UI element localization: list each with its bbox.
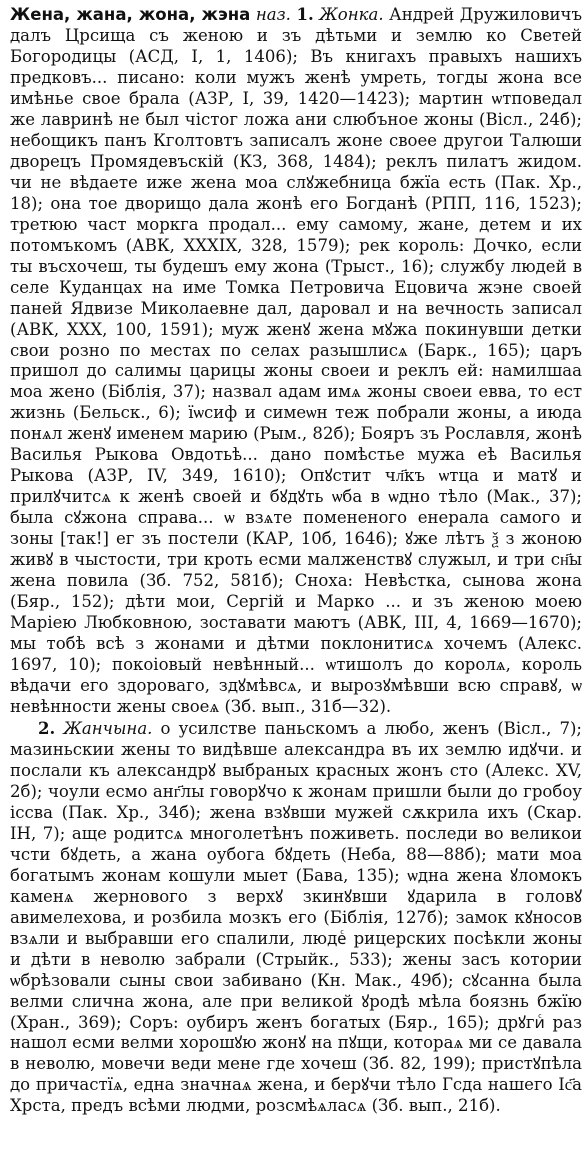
sense-number-1: 1. (296, 4, 314, 24)
sense-definition-1: Жонка. (319, 5, 384, 24)
sense-citations-2: о усилстве паньскомъ а любо, женъ (Вісл., 7); мазиньскии жены то видѣвше александра въ их землю идꙋчи. и послали къ александрꙋ выбраных красных жонъ сто (Алекс. XV, 2б); чоули есмо анг҃лы говорꙋчо к жонам пришли были до гробоу іссва (Пак. Хр., 34б); жена взꙋвши мужей сѫкрила ихъ (Скар. IН, 7); аще родитсѧ многолетѣнъ поживеть. последи во великои чсти бꙋдеть, а жана оубога бꙋдеть (Неба, 88—88б); мати моа богатымъ жонам кошули мыет (Бава, 135); ѡдна жена ꙋломокъ каменѧ жернового з верхꙋ зкинꙋвши ꙋдарила в головꙋ авимелехова, и розбила мозкъ его (Біблія, 127б); замок кꙋносов взѧли и выбравши его спалили, людеⷭ рицерских посѣкли жоны и дѣти в неволю забрали (Стрыйк., 533); жены засъ котории ѡбрѣзовали сыны свои забивано (Кн. Мак., 49б); сꙋсанна была велми слична жона, але при великой ꙋродѣ мѣла боязнь бжїю (Хран., 369); Соръ: оубиръ женъ богатых (Бяр., 165); дрꙋгиⷭ раз нашол есми велми хорошꙋю жонꙋ на пꙋщи, котораѧ ми се давала в неволю, мовечи веди мене где хочеш (Зб. 82, 199); пристꙋпѣла до причастїѧ, една значнаѧ жена, и берꙋчи тѣло Гсда нашего Іс҃а Хрста, предъ всѣми людми, розсмѣѧласѧ (Зб. вып., 21б). (10, 718, 582, 1116)
entry-sense-1 (10, 4, 582, 718)
sense-definition-2: Жанчына. (63, 718, 153, 738)
sense-number-2: 2. (38, 717, 56, 738)
sense-citations-1: Андрей Дружиловичъ далъ Црсища съ женою и зъ дѣтьми и землю ко Светей Богородицы (АСД, I, 1, 1406); Въ книгахъ правыхъ нашихъ предковъ... писано: коли мужъ женѣ умреть, тогды жона все имѣнье свое брала (АЗР, I, 39, 1420—1423); мартин ѡтповедал же лавринѣ не был чістог ложа ани слюбъное жоны (Вісл., 24б); небощикъ панъ Кголтовтъ записалъ жоне своее другои Талюши дворецъ Промядевъскій (КЗ, 368, 1484); реклъ пилатъ жидом. чи не вѣдаете иже жена моа слꙋжебница бжїа есть (Пак. Хр., 18); она тое дворищо дала жонѣ его Богданѣ (РПП, 116, 1523); третюю част моркга продал... ему самому, жане, детем и их потомъкомъ (АВК, XXXIX, 328, 1579); рек король: Дочко, если ты въсхочеш, ты будешъ ему жона (Трыст., 16); службу людей в селе Куданцах на име Томка Петровича Ецовича жэне своей паней Ядвизе Миколаевне дал, даровал и на вечность записал (АВК, XXX, 100, 1591); муж женꙋ жена мꙋжа покинувши детки свои розно по местах по селах разышлисѧ (Барк., 165); царъ пришол до салимы царицы жоны своеи и реклъ ей: намилшаа моа жено (Біблія, 37); назвал адам имѧ жоны своеи евва, то ест жизнь (Бельск., 6); їѡсиф и симеѡн теж побрали жоны, а июда понѧл женꙋ именем марию (Рым., 82б); Бояръ зъ Рославля, жонѣ Василья Рыкова Овдотьѣ... дано помѣстье мужа еѣ Василья Рыкова (АЗР, IV, 349, 1610); Опꙋстит чл҃къ ѡтца и матꙋ и прилꙋчитсѧ к женѣ своей и бꙋдꙋть ѡба в ѡдно тѣло (Мак., 37); была сꙋжона справа... ѡ взѧте помененого енерала самого и зоны [так!] ег зъ постели (КАР, 10б, 1646); ꙋже лѣтъ ѯ з жоною живꙋ в чыстости, три кроть есми малженствꙋ служыл, и три сн҃ы жена повила (Зб. 752, 581б); Сноха: Невѣстка, сынова жона (Бяр., 152); дѣти мои, Сергій и Марко ... и зъ женою моею Маріею Любковною, зоставати маютъ (АВК, III, 4, 1669—1670); мы тобѣ всѣ з жонами и дѣтми поклонитисѧ хочемъ (Алекс. 1697, 10); покоіовый невѣнный... ѡтишолъ до королѧ, король вѣдачи его здороваго, здꙋмѣвсѧ, и вырозꙋмѣвши всю справꙋ, ѡ невѣнности жены своеѧ (Зб. вып., 31б—32). (10, 5, 582, 716)
entry-sense-2 (10, 718, 582, 1117)
headword: Жена, жана, жона, жэна (10, 5, 251, 24)
grammar-label: наз. (255, 5, 291, 24)
